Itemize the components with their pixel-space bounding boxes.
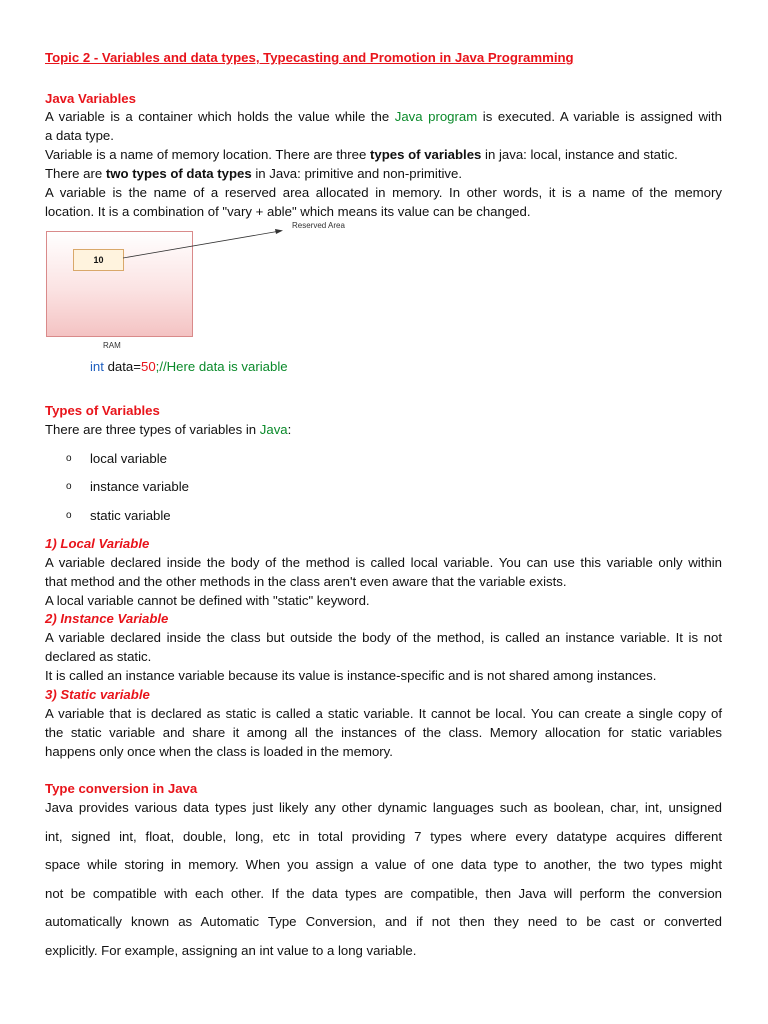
java-link[interactable]: Java [259, 422, 288, 437]
paragraph-line: A variable is the name of a reserved area allocated in memory. In other words, it is a name of the memory [45, 185, 722, 200]
bullet-icon: o [66, 481, 72, 492]
paragraph-line: automatically known as Automatic Type Conversion, and if not then they need to be cast or converted [45, 914, 722, 929]
bullet-icon: o [66, 510, 72, 521]
paragraph-line: that method and the other methods in the class aren't even aware that the variable exists. [45, 574, 567, 589]
paragraph-line: not be compatible with each other. If the data types are compatible, then Java will perform the conversion [45, 886, 722, 901]
paragraph-line: A variable that is declared as static is called a static variable. It cannot be local. You can create a single copy of [45, 706, 722, 721]
section-heading-type-conversion: Type conversion in Java [45, 781, 198, 796]
reserved-area-label: Reserved Area [292, 221, 345, 230]
paragraph-line: A variable declared inside the class but outside the body of the method, is called an instance variable. It is not [45, 630, 722, 645]
paragraph-line: A local variable cannot be defined with "static" keyword. [45, 593, 370, 608]
page-title: Topic 2 - Variables and data types, Typecasting and Promotion in Java Programming [45, 50, 574, 65]
paragraph-line: location. It is a combination of "vary + able" which means its value can be changed. [45, 204, 531, 219]
subheading-local-variable: 1) Local Variable [45, 536, 150, 551]
subheading-instance-variable: 2) Instance Variable [45, 611, 169, 626]
list-item: instance variable [90, 479, 189, 494]
paragraph-line: declared as static. [45, 649, 152, 664]
list-item: static variable [90, 508, 171, 523]
paragraph-line: happens only once when the class is loaded in the memory. [45, 744, 393, 759]
reserved-area-arrow [0, 0, 768, 300]
list-item: local variable [90, 451, 167, 466]
paragraph-line: Variable is a name of memory location. There are three types of variables in java: local, instance and static. [45, 147, 678, 162]
paragraph-line: Java provides various data types just likely any other dynamic languages such as boolean, char, int, unsigned [45, 800, 722, 815]
bullet-icon: o [66, 453, 72, 464]
ram-label: RAM [103, 341, 121, 350]
paragraph-line: the static variable and share it among all the instances of the class. Memory allocation for static variables [45, 725, 722, 740]
section-heading-types: Types of Variables [45, 403, 160, 418]
section-heading-java-variables: Java Variables [45, 91, 136, 106]
java-program-link[interactable]: Java program [394, 109, 478, 124]
code-example: int data=50;//Here data is variable [90, 359, 288, 374]
paragraph-line: int, signed int, float, double, long, etc in total providing 7 types where every datatype acquires different [45, 829, 722, 844]
memory-value-box: 10 [73, 249, 124, 271]
paragraph-line: A variable declared inside the body of the method is called local variable. You can use this variable only within [45, 555, 722, 570]
paragraph-line: explicitly. For example, assigning an int value to a long variable. [45, 943, 417, 958]
paragraph-line: There are two types of data types in Java: primitive and non-primitive. [45, 166, 463, 181]
paragraph-line: a data type. [45, 128, 114, 143]
paragraph-line: It is called an instance variable because its value is instance-specific and is not shared among instances. [45, 668, 657, 683]
paragraph-line: A variable is a container which holds the value while the Java program is executed. A variable is assigned with [45, 109, 722, 124]
subheading-static-variable: 3) Static variable [45, 687, 150, 702]
paragraph-line: space while storing in memory. When you assign a value of one data type to another, the two types might [45, 857, 722, 872]
paragraph-line: There are three types of variables in Java: [45, 422, 292, 437]
